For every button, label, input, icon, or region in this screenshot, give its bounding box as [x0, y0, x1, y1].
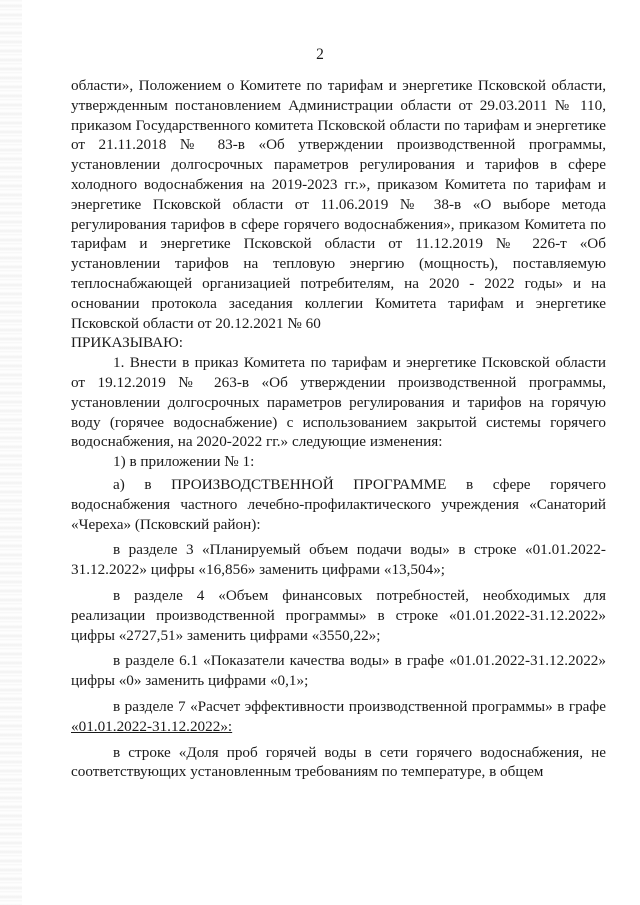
item-a-word: в: [144, 475, 152, 493]
item-a-word: горячего: [550, 475, 606, 493]
item-1-1-paragraph: 1) в приложении № 1:: [113, 453, 255, 471]
document-body: [71, 76, 606, 782]
item-a-first-line: [71, 475, 606, 495]
preamble-paragraph: области», Положением о Комитете по тарифам и энергетике Псковской области, утвержденным постановлением Администрации области от 29.03.2011 № 110, приказом Государственного комитета Псковской области по тарифам и энергетике от 21.11.2018 № 83-в «Об утверждении производственной программы, установлении долгосрочных параметров регулирования и тарифов в сфере холодного водоснабжения на 2019-2023 гг.», приказом Комитета по тарифам и энергетике Псковской области от 11.06.2019 № 38-в «О выборе метода регулирования тарифов в сфере горячего водоснабжения», приказом Комитета по тарифам и энергетике Псковской области от 11.12.2019 № 226-т «Об установлении тарифов на тепловую энергию (мощность), поставляемую теплоснабжающей организацией потребителям, на 2020 - 2022 годы» и на основании протокола заседания коллегии Комитета тарифам и энергетике Псковской области от 20.12.2021 № 60: [71, 77, 606, 332]
section-3-paragraph: в разделе 3 «Планируемый объем подачи воды» в строке «01.01.2022-31.12.2022» цифры «16,856» заменить цифрами «13,504»;: [71, 541, 606, 579]
section-7-date-range: «01.01.2022-31.12.2022»:: [71, 717, 233, 735]
section-4-paragraph: в разделе 4 «Объем финансовых потребностей, необходимых для реализации производственной программы» в строке «01.01.2022-31.12.2022» цифры «2727,51» заменить цифрами «3550,22»;: [71, 586, 606, 644]
section-7-text: в разделе 7 «Расчет эффективности производственной программы» в графе: [113, 697, 606, 715]
order-heading: ПРИКАЗЫВАЮ:: [71, 334, 183, 352]
item-a-rest: водоснабжения частного лечебно-профилактического учреждения «Санаторий «Череха» (Псковский район):: [71, 495, 606, 533]
section-6-paragraph: в разделе 6.1 «Показатели качества воды» в графе «01.01.2022-31.12.2022» цифры «0» заменить цифрами «0,1»;: [71, 652, 606, 690]
item-a-word: ПРОИЗВОДСТВЕННОЙ: [171, 475, 334, 493]
item-a-word: сфере: [492, 475, 531, 493]
item-1-paragraph: 1. Внести в приказ Комитета по тарифам и энергетике Псковской области от 19.12.2019 № 263-в «Об утверждении производственной программы, установлении долгосрочных параметров регулирования и тарифов на горячую воду (горячее водоснабжение) с использованием закрытой системы горячего водоснабжения, на 2020-2022 гг.» следующие изменения:: [71, 354, 606, 451]
section-7-paragraph: [71, 697, 606, 737]
item-a-word: ПРОГРАММЕ: [353, 475, 447, 493]
page-number: 2: [316, 46, 324, 63]
item-a-word: а): [113, 475, 125, 493]
scan-edge: [0, 0, 22, 905]
row-paragraph: в строке «Доля проб горячей воды в сети горячего водоснабжения, не соответствующих установленным требованиям по температуре, в общем: [71, 743, 606, 781]
item-a-word: в: [465, 475, 474, 493]
